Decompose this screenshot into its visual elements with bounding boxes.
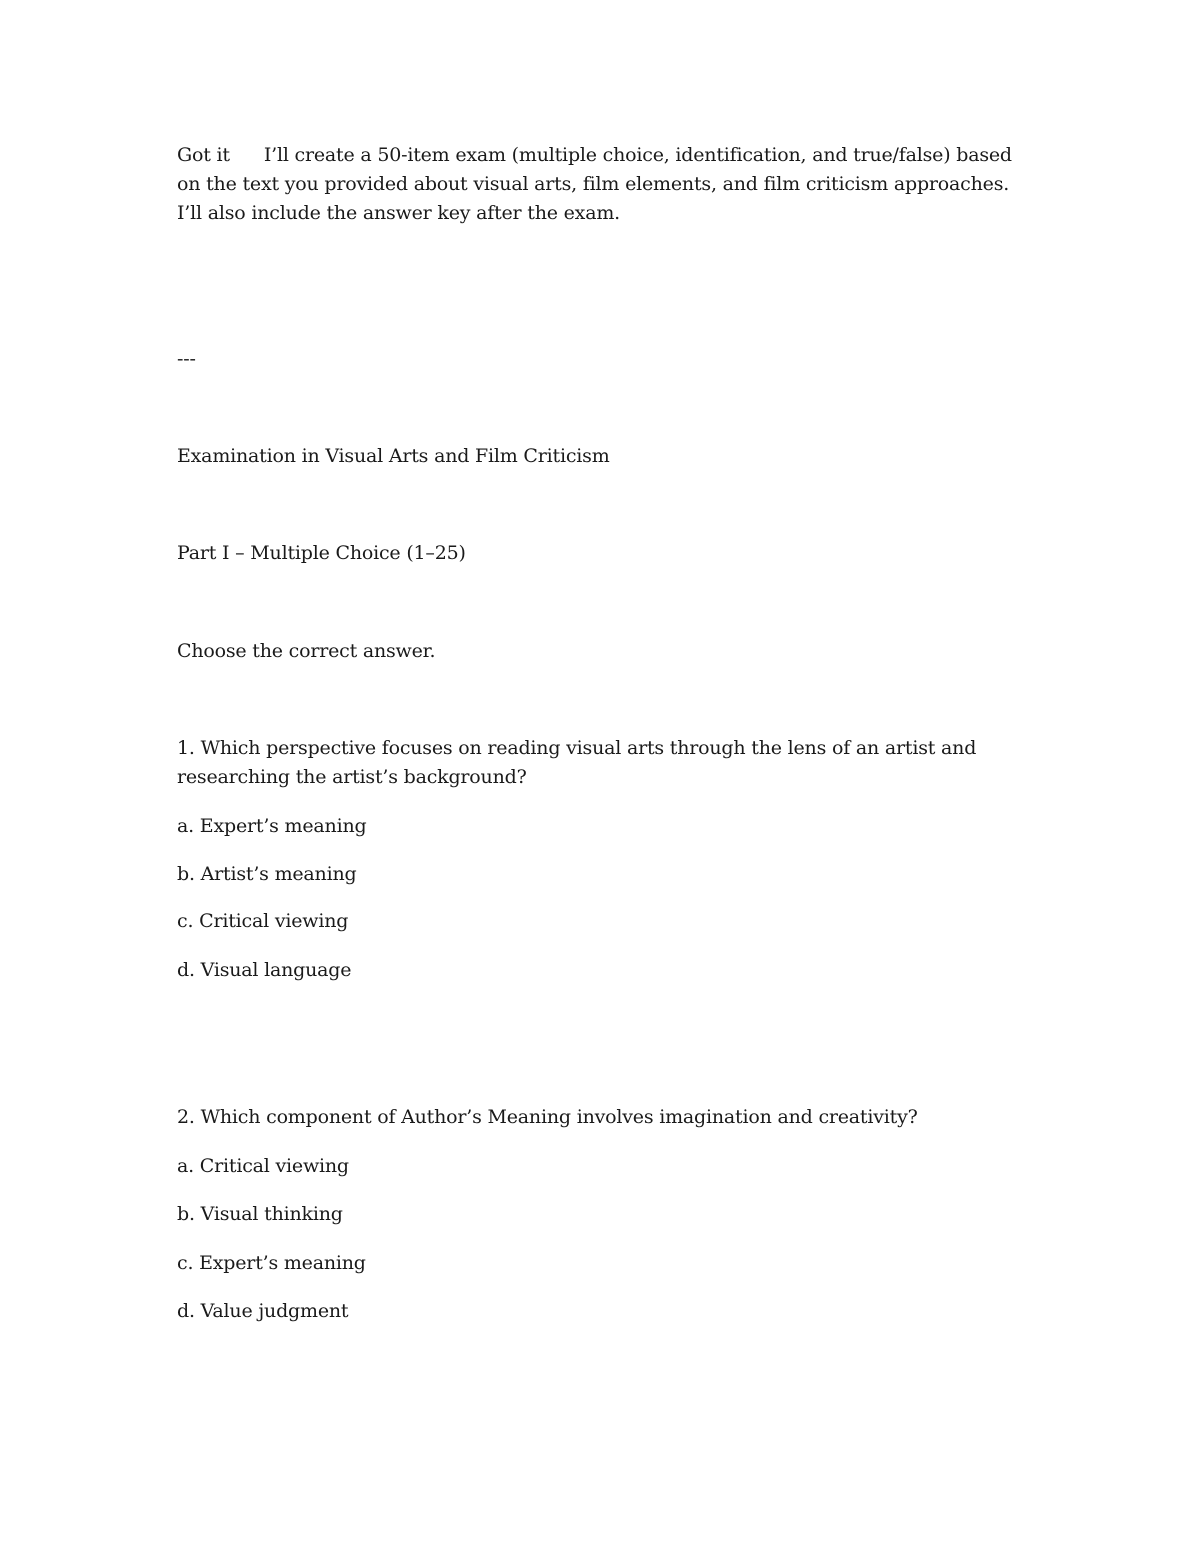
question-2-option-b: b. Visual thinking <box>177 1203 343 1225</box>
question-1-option-a: a. Expert’s meaning <box>177 815 367 837</box>
intro-paragraph <box>177 141 1037 228</box>
question-2-option-a: a. Critical viewing <box>177 1155 349 1177</box>
part-title: Part I – Multiple Choice (1–25) <box>177 542 466 564</box>
question-1-option-d: d. Visual language <box>177 959 352 981</box>
separator: --- <box>177 348 196 370</box>
exam-title: Examination in Visual Arts and Film Criticism <box>177 445 610 467</box>
question-1-stem: 1. Which perspective focuses on reading visual arts through the lens of an artist and researching the artist’s background? <box>177 737 977 788</box>
intro-text: I’ll create a 50-item exam (multiple choice, identification, and true/false) based on the text you provided about visual arts, film elements, and film criticism approaches. I’ll also include the answer key after the exam. <box>177 144 1012 224</box>
question-1-option-c: c. Critical viewing <box>177 910 349 932</box>
question-2-option-c: c. Expert’s meaning <box>177 1252 366 1274</box>
question-1-option-b: b. Artist’s meaning <box>177 863 357 885</box>
question-2-stem: 2. Which component of Author’s Meaning involves imagination and creativity? <box>177 1106 918 1128</box>
question-2-option-d: d. Value judgment <box>177 1300 349 1322</box>
instructions: Choose the correct answer. <box>177 640 436 662</box>
intro-lead: Got it <box>177 144 230 166</box>
